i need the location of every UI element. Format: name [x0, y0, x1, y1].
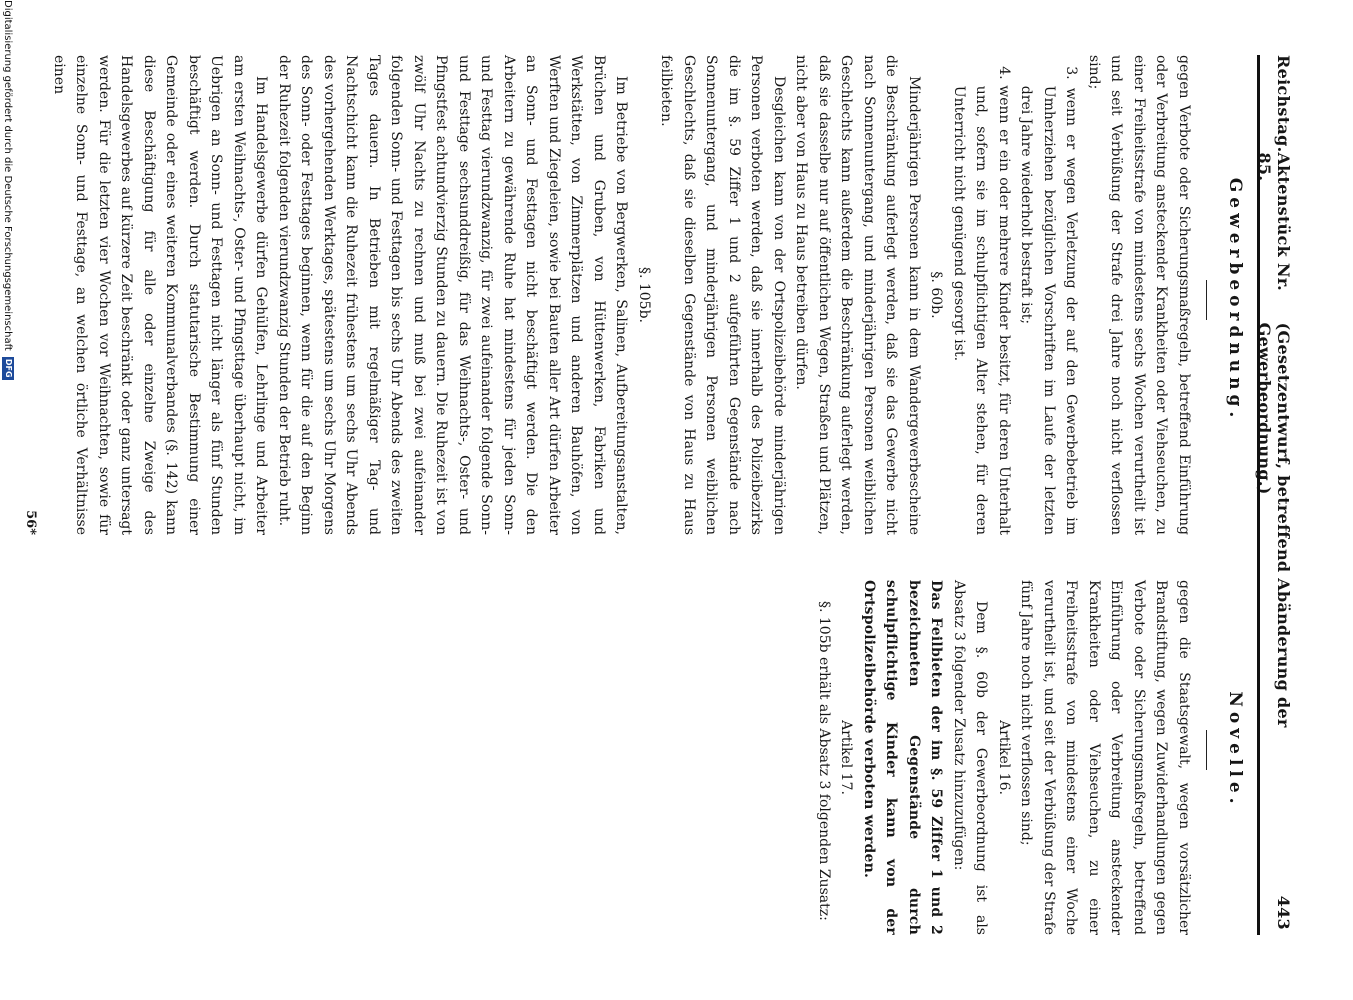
header-right: (Gesetzentwurf, betreffend Abänderung der Gewerbeordnung.)	[1255, 322, 1293, 728]
header-center: Aktenstück Nr. 85.	[1255, 152, 1293, 291]
paragraph: Minderjährigen Personen kann in dem Wandergewerbescheine die Beschränkung auferlegt werden, daß sie das Gewerbe nicht nach Sonnenuntergang, und minderjährigen Personen weiblichen Geschlechts kann außerdem die Beschränkung auferlegt werden, daß sie dasselbe nur auf öffentlichen Wegen, Straßen und Plätzen, nicht aber von Haus zu Haus betreiben dürfen.	[793, 55, 922, 535]
article-heading: Artikel 17.	[838, 720, 855, 795]
section-heading: §. 60b.	[928, 271, 945, 319]
header-left: Reichstag.	[1274, 55, 1293, 153]
list-item: 3. wenn er wegen Verletzung der auf den Gewerbebetrieb im Umherziehen bezüglichen Vorschriften im Laufe der letzten drei Jahre wiederholt bestraft ist;	[1018, 66, 1080, 535]
credit-text: Digitalisierung gefördert durch die Deutsche Forschungsgemeinschaft	[2, 0, 14, 351]
section-heading: §. 105b.	[636, 266, 652, 324]
dfg-logo-icon: DFG	[4, 358, 13, 378]
paragraph: §. 105b erhält als Absatz 3 folgenden Zusatz:	[816, 601, 832, 921]
paragraph: Desgleichen kann von der Ortspolizeibehörde minderjährigen Personen verboten werden, daß sie innerhalb des Polizeibezirks die im §. 59 Ziffer 1 und 2 aufgeführten Gegenstände nach Sonnenuntergang, und minderjährigen Personen weiblichen Geschlechts, daß sie dieselben Gegenstände von Haus zu Haus feilbieten.	[658, 55, 787, 535]
left-column-title: Gewerbeordnung.	[1225, 177, 1245, 423]
paragraph: Dem §. 60b der Gewerbeordnung ist als Absatz 3 folgender Zusatz hinzuzufügen:	[951, 580, 990, 935]
bold-paragraph: Das Feilbieten der im §. 59 Ziffer 1 und 2 bezeichneten Gegenstände durch schulpflichtige Kinder kann von der Ortspolizeibehörde verboten werden.	[861, 580, 945, 935]
signature-mark: 56*	[23, 510, 38, 535]
paragraph: Im Handelsgewerbe dürfen Gehülfen, Lehrlinge und Arbeiter am ersten Weihnachts-, Oster- und Pfingsttage überhaupt nicht, im Uebrigen an Sonn- und Festtagen nicht länger als fünf Stunden beschäftigt werden. Durch statutarische Bestimmung einer Gemeinde oder eines weiteren Kommunalverbandes (§. 142) kann diese Beschäftigung für alle oder einzelne Zweige des Handelsgewerbes auf kürzere Zeit beschränkt oder ganz untersagt werden. Für die letzten vier Wochen vor Weihnachten, sowie für einzelne Sonn- und Festtage, an welchen örtliche Verhältnisse einen	[51, 55, 270, 535]
paragraph: gegen die Staatsgewalt, wegen vorsätzlicher Brandstiftung, wegen Zuwiderhandlungen gegen Verbote oder Sicherungsmaßregeln, betreffend Einführung oder Verbreitung ansteckender Krankheiten oder Viehseuchen, zu einer Freiheitsstrafe von mindestens einer Woche verurtheilt ist, und seit der Verbüßung der Strafe fünf Jahre noch nicht verflossen sind;	[1018, 580, 1192, 935]
right-column-title: Novelle.	[1225, 691, 1245, 809]
list-item: 4. wenn er ein oder mehrere Kinder besitzt, für deren Unterhalt und, sofern sie im schulpflichtigen Alter stehen, für deren Unterricht nicht genügend gesorgt ist.	[951, 66, 1012, 535]
paragraph: Im Betriebe von Bergwerken, Salinen, Aufbereitungsanstalten, Brüchen und Gruben, von Hüttenwerken, Fabriken und Werkstätten, von Zimmerplätzen und anderen Bauhöfen, von Werften und Ziegeleien, sowie bei Bauten aller Art dürfen Arbeiter an Sonn- und Festtagen nicht beschäftigt werden. Die den Arbeitern zu gewährende Ruhe hat mindestens für jeden Sonn- und Festtag vierundzwanzig, für zwei aufeinander folgende Sonn- und Festtage sechsunddreißig, für das Weihnachts-, Oster- und Pfingstfest achtundvierzig Stunden zu dauern. Die Ruhezeit ist von zwölf Uhr Nachts zu rechnen und muß bei zwei aufeinander folgenden Sonn- und Festtagen bis sechs Uhr Abends des zweiten Tages dauern. In Betrieben mit regelmäßiger Tag- und Nachtschicht kann die Ruhezeit frühestens um sechs Uhr Abends des vorhergehenden Werktages, spätestens um sechs Uhr Morgens des Sonn- oder Festtages beginnen, wenn für die auf den Beginn der Ruhezeit folgenden vierundzwanzig Stunden der Betrieb ruht.	[276, 55, 630, 535]
page-number: 443	[1274, 895, 1293, 930]
article-heading: Artikel 16.	[996, 720, 1012, 795]
paragraph: gegen Verbote oder Sicherungsmaßregeln, betreffend Einführung oder Verbreitung ansteckender Krankheiten oder Viehseuchen, zu einer Freiheitsstrafe von mindestens sechs Wochen verurtheilt ist und seit Verbüßung der Strafe drei Jahre noch nicht verflossen sind;	[1086, 55, 1192, 535]
